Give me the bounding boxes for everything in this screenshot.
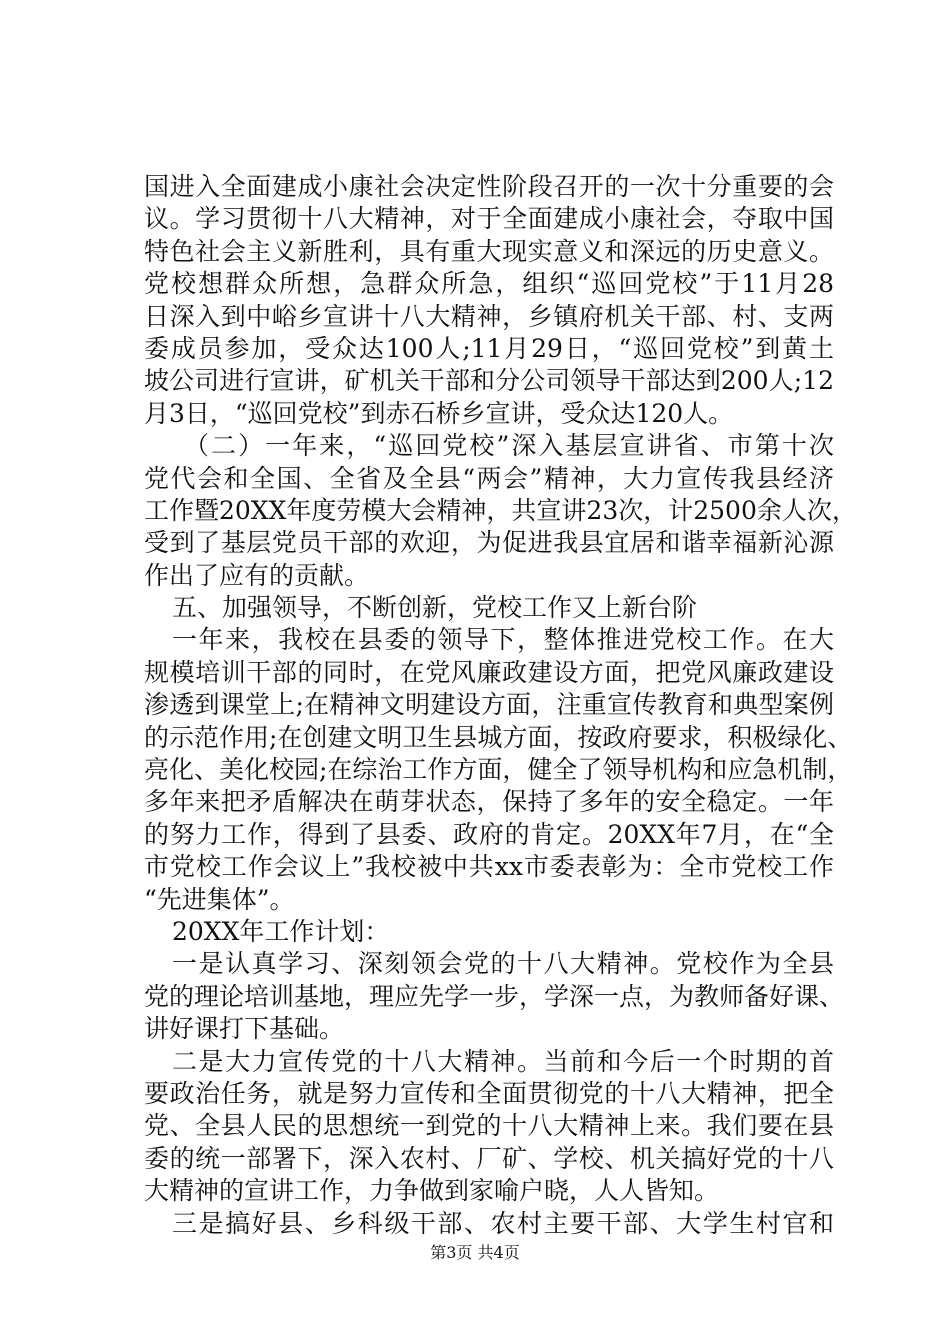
text-line: 坡公司进行宣讲，矿机关干部和分公司领导干部达到200人;12	[144, 366, 834, 396]
page-number-label: 第3页 共4页	[430, 1243, 520, 1262]
text-line: 特色社会主义新胜利，具有重大现实意义和深远的历史意义。	[144, 236, 834, 266]
text-line: 一是认真学习、深刻领会党的十八大精神。党校作为全县	[172, 949, 834, 979]
text-line: 二是大力宣传党的十八大精神。当前和今后一个时期的首	[172, 1046, 834, 1076]
text-line: 委的统一部署下，深入农村、厂矿、学校、机关搞好党的十八	[144, 1143, 834, 1173]
text-line: 大精神的宣讲工作，力争做到家喻户晓，人人皆知。	[144, 1176, 720, 1206]
document-body	[144, 171, 857, 1240]
text-line: 要政治任务，就是努力宣传和全面贯彻党的十八大精神，把全	[144, 1078, 834, 1108]
text-line: 国进入全面建成小康社会决定性阶段召开的一次十分重要的会	[144, 172, 834, 201]
text-line: 多年来把矛盾解决在萌芽状态，保持了多年的安全稳定。一年	[144, 787, 834, 817]
text-line: “先进集体”。	[144, 884, 295, 914]
text-line: 党代会和全国、全省及全县“两会”精神，大力宣传我县经济	[144, 463, 834, 493]
text-line: 月3日，“巡回党校”到赤石桥乡宣讲，受众达120人。	[144, 398, 734, 428]
text-line: 党、全县人民的思想统一到党的十八大精神上来。我们要在县	[144, 1111, 834, 1141]
text-line: 日深入到中峪乡宣讲十八大精神，乡镇府机关干部、村、支两	[144, 301, 834, 331]
text-line: 一年来，我校在县委的领导下，整体推进党校工作。在大	[172, 625, 834, 655]
text-line: 议。学习贯彻十八大精神，对于全面建成小康社会，夺取中国	[144, 204, 834, 234]
text-line: 渗透到课堂上;在精神文明建设方面，注重宣传教育和典型案例	[144, 690, 834, 720]
text-line: 党的理论培训基地，理应先学一步，学深一点，为教师备好课、	[144, 981, 845, 1011]
text-line: 委成员参加，受众达100人;11月29日，“巡回党校”到黄土	[144, 333, 834, 363]
text-line: 党校想群众所想，急群众所急，组织“巡回党校”于11月28	[144, 269, 834, 299]
text-line: 20XX年工作计划：	[172, 916, 390, 946]
text-line: 讲好课打下基础。	[144, 1014, 345, 1044]
text-line: 的示范作用;在创建文明卫生县城方面，按政府要求，积极绿化、	[144, 722, 853, 752]
text-line: 亮化、美化校园;在综治工作方面，健全了领导机构和应急机制，	[144, 755, 853, 785]
text-line: 的努力工作，得到了县委、政府的肯定。20XX年7月，在“全	[144, 819, 834, 849]
text-line: （二）一年来，“巡回党校”深入基层宣讲省、市第十次	[184, 431, 834, 461]
text-line: 市党校工作会议上”我校被中共xx市委表彰为：全市党校工作	[144, 852, 834, 882]
text-line: 受到了基层党员干部的欢迎，为促进我县宜居和谐幸福新沁源	[144, 528, 834, 558]
text-line: 作出了应有的贡献。	[144, 560, 370, 590]
text-line: 五、加强领导，不断创新，党校工作又上新台阶	[172, 593, 698, 623]
page-footer	[0, 1243, 950, 1263]
text-line: 规模培训干部的同时，在党风廉政建设方面，把党风廉政建设	[144, 657, 834, 687]
text-line: 工作暨20XX年度劳模大会精神，共宣讲23次，计2500余人次，	[144, 495, 857, 525]
text-line: 三是搞好县、乡科级干部、农村主要干部、大学生村官和	[172, 1208, 834, 1238]
